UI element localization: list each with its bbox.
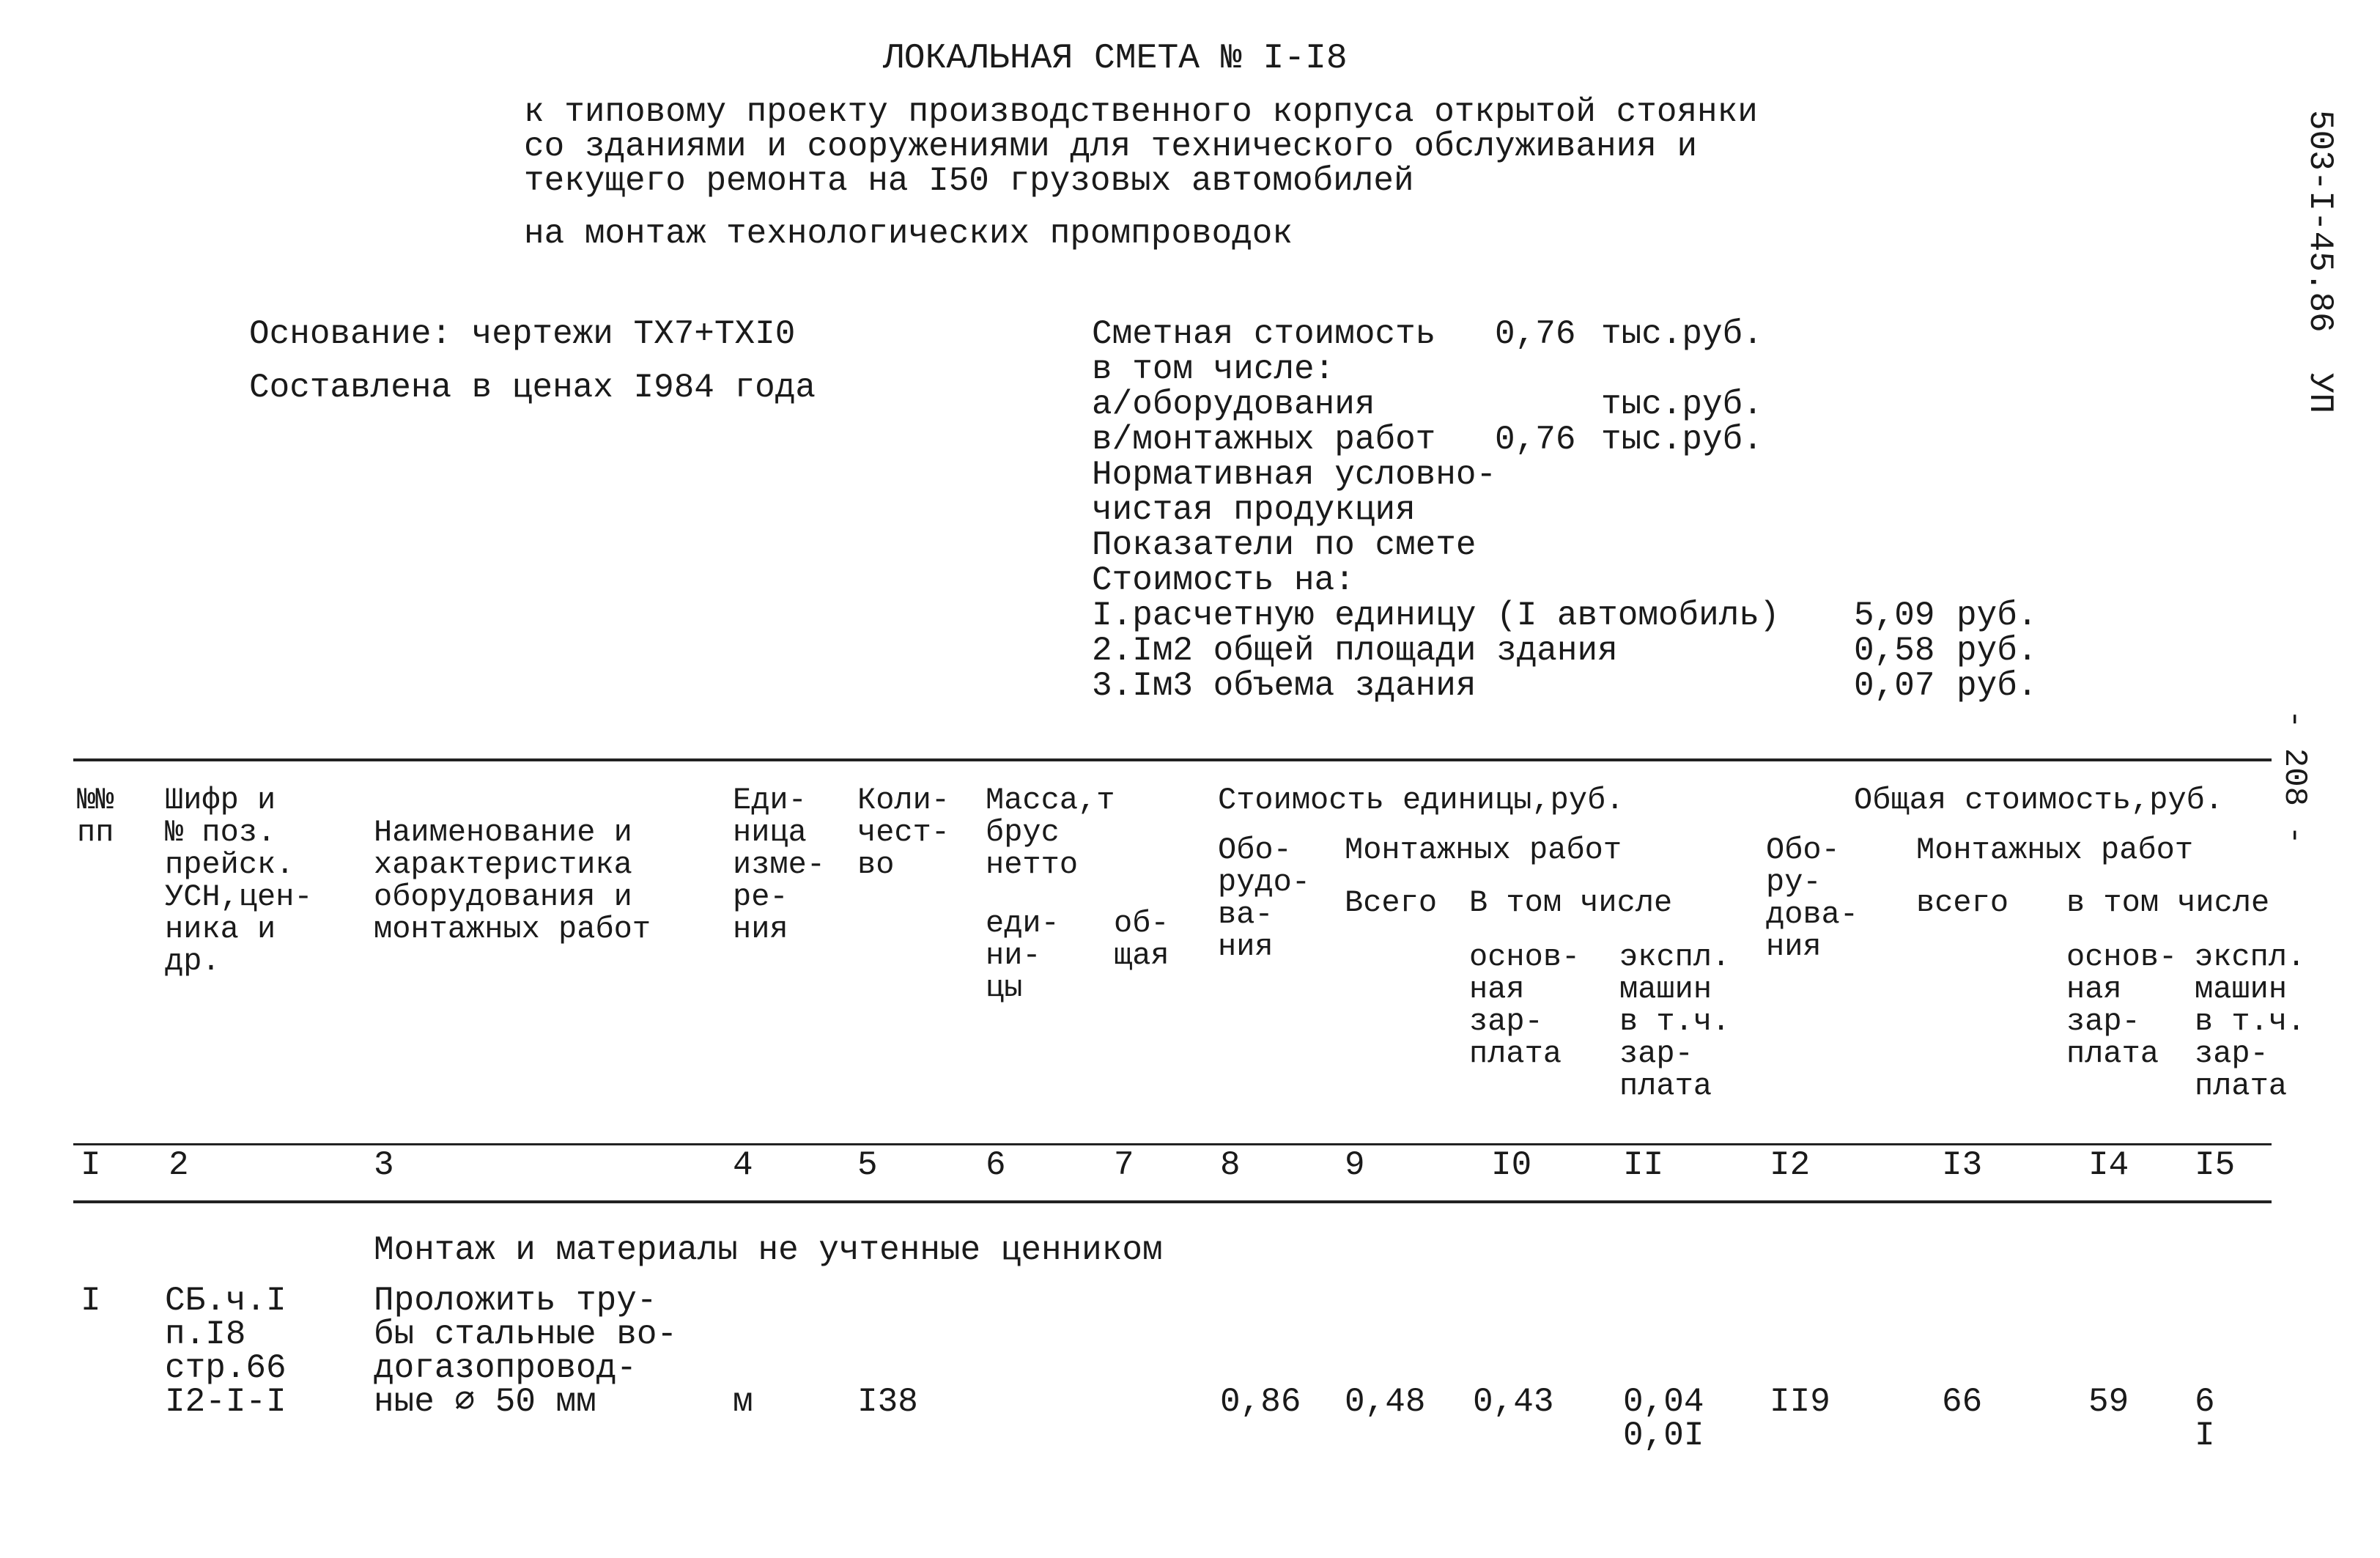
equipment-label: а/оборудования: [1092, 385, 1375, 424]
indicator-unit: руб.: [1956, 667, 2038, 705]
column-number: 5: [857, 1146, 878, 1184]
column-number: I2: [1770, 1146, 1811, 1184]
header-row-number: №№ пп: [77, 783, 114, 850]
indicator-unit: руб.: [1956, 597, 2038, 635]
normative-label-1: Нормативная условно-: [1092, 456, 1497, 494]
row-unit-base-salary: 0,43: [1473, 1383, 1554, 1421]
row-unit: м: [733, 1383, 753, 1421]
indicator-value: 0,07: [1854, 667, 1935, 705]
basis-drawings: Основание: чертежи ТХ7+ТХI0: [249, 315, 796, 353]
page-number: - 208 -: [2276, 709, 2313, 845]
header-code: Шифр и № поз. прейск. УСН,цен- ника и др.: [165, 783, 313, 979]
header-mass-unit: еди- ни- цы: [986, 906, 1060, 1005]
header-name: Наименование и характеристика оборудования и монтажных работ: [374, 815, 651, 947]
row-total-equipment: II9: [1770, 1383, 1830, 1421]
indicator-label: I.расчетную единицу (I автомобиль): [1092, 597, 1780, 635]
table-top-rule: [73, 758, 2272, 761]
indicator-label: 3.Iм3 объема здания: [1092, 667, 1477, 705]
header-total-equipment: Обо- ру- дова- ния: [1766, 832, 1859, 964]
work-type: на монтаж технологических промпроводок: [524, 215, 1293, 253]
normative-label-2: чистая продукция: [1092, 491, 1416, 529]
column-number: 2: [169, 1146, 189, 1184]
header-total-machines: экспл. машин в т.ч. зар- плата: [2195, 939, 2306, 1104]
header-total-cost-group: Общая стоимость,руб.: [1854, 783, 2224, 818]
header-unit-install-group: Монтажных работ: [1345, 832, 1622, 868]
subtitle-line-3: текущего ремонта на I50 грузовых автомобилей: [524, 162, 1414, 200]
row-quantity: I38: [857, 1383, 918, 1421]
estimated-cost-label: Сметная стоимость: [1092, 315, 1436, 353]
indicator-value: 0,58: [1854, 632, 1935, 670]
column-number: II: [1623, 1146, 1664, 1184]
column-number: I3: [1942, 1146, 1983, 1184]
estimated-cost-unit: тыс.руб.: [1601, 315, 1763, 353]
subtitle-line-1: к типовому проекту производственного корпуса открытой стоянки: [524, 93, 1758, 131]
indicator-value: 5,09: [1854, 597, 1935, 635]
header-total-install-group: Монтажных работ: [1916, 832, 2194, 868]
header-unit-cost-group: Стоимость единицы,руб.: [1218, 783, 1625, 818]
column-number: 4: [733, 1146, 753, 1184]
header-unit-base-salary: основ- ная зар- плата: [1469, 939, 1581, 1071]
column-number: 9: [1345, 1146, 1365, 1184]
column-number: I5: [2195, 1146, 2236, 1184]
section-title: Монтаж и материалы не учтенные ценником: [374, 1231, 1163, 1269]
cost-for-label: Стоимость на:: [1092, 561, 1355, 599]
header-unit-install-total: Всего: [1345, 885, 1438, 920]
header-unit-including-group: В том числе: [1469, 885, 1673, 920]
installation-label: в/монтажных работ: [1092, 421, 1436, 459]
column-number: 7: [1114, 1146, 1134, 1184]
document-title: ЛОКАЛЬНАЯ СМЕТА № I-I8: [883, 39, 1348, 78]
column-numbers-rule: [73, 1200, 2272, 1203]
header-unit: Еди- ница изме- ре- ния: [733, 783, 826, 947]
column-number: I: [81, 1146, 101, 1184]
document-code: 503-I-45.86 УП: [2301, 110, 2339, 414]
including-label: в том числе:: [1092, 350, 1335, 388]
column-number: 3: [374, 1146, 394, 1184]
row-unit-equipment: 0,86: [1220, 1383, 1301, 1421]
header-total-base-salary: основ- ная зар- плата: [2066, 939, 2178, 1071]
header-total-install: всего: [1916, 885, 2009, 920]
estimated-cost-value: 0,76: [1495, 315, 1576, 353]
column-number: 6: [986, 1146, 1006, 1184]
header-mass-total: об- щая: [1114, 906, 1169, 973]
header-unit-equipment: Обо- рудо- ва- ния: [1218, 832, 1311, 964]
equipment-unit: тыс.руб.: [1601, 385, 1763, 424]
installation-value: 0,76: [1495, 421, 1576, 459]
column-number: 8: [1220, 1146, 1241, 1184]
row-total-install: 66: [1942, 1383, 1983, 1421]
row-name: Проложить тру- бы стальные во- догазопровод- ные ∅ 50 мм: [374, 1282, 678, 1421]
header-unit-machines: экспл. машин в т.ч. зар- плата: [1619, 939, 1731, 1104]
header-bottom-rule: [73, 1143, 2272, 1145]
header-total-including-group: в том числе: [2066, 885, 2270, 920]
row-unit-install-total: 0,48: [1345, 1383, 1426, 1421]
basis-prices: Составлена в ценах I984 года: [249, 369, 816, 407]
subtitle-line-2: со зданиями и сооружениями для технического обслуживания и: [524, 128, 1698, 166]
indicator-label: 2.Iм2 общей площади здания: [1092, 632, 1618, 670]
column-number: I4: [2088, 1146, 2129, 1184]
row-unit-machines: 0,04 0,0I: [1623, 1383, 1704, 1455]
installation-unit: тыс.руб.: [1601, 421, 1763, 459]
indicator-unit: руб.: [1956, 632, 2038, 670]
row-total-base-salary: 59: [2088, 1383, 2129, 1421]
indicators-label: Показатели по смете: [1092, 526, 1477, 564]
header-quantity: Коли- чест- во: [857, 783, 950, 882]
header-mass-group: Масса,т брус нетто: [986, 783, 1115, 882]
row-code: СБ.ч.I п.I8 стр.66 I2-I-I: [165, 1282, 287, 1421]
row-total-machines: 6 I: [2195, 1383, 2215, 1455]
column-number: I0: [1491, 1146, 1532, 1184]
row-number: I: [81, 1282, 101, 1320]
